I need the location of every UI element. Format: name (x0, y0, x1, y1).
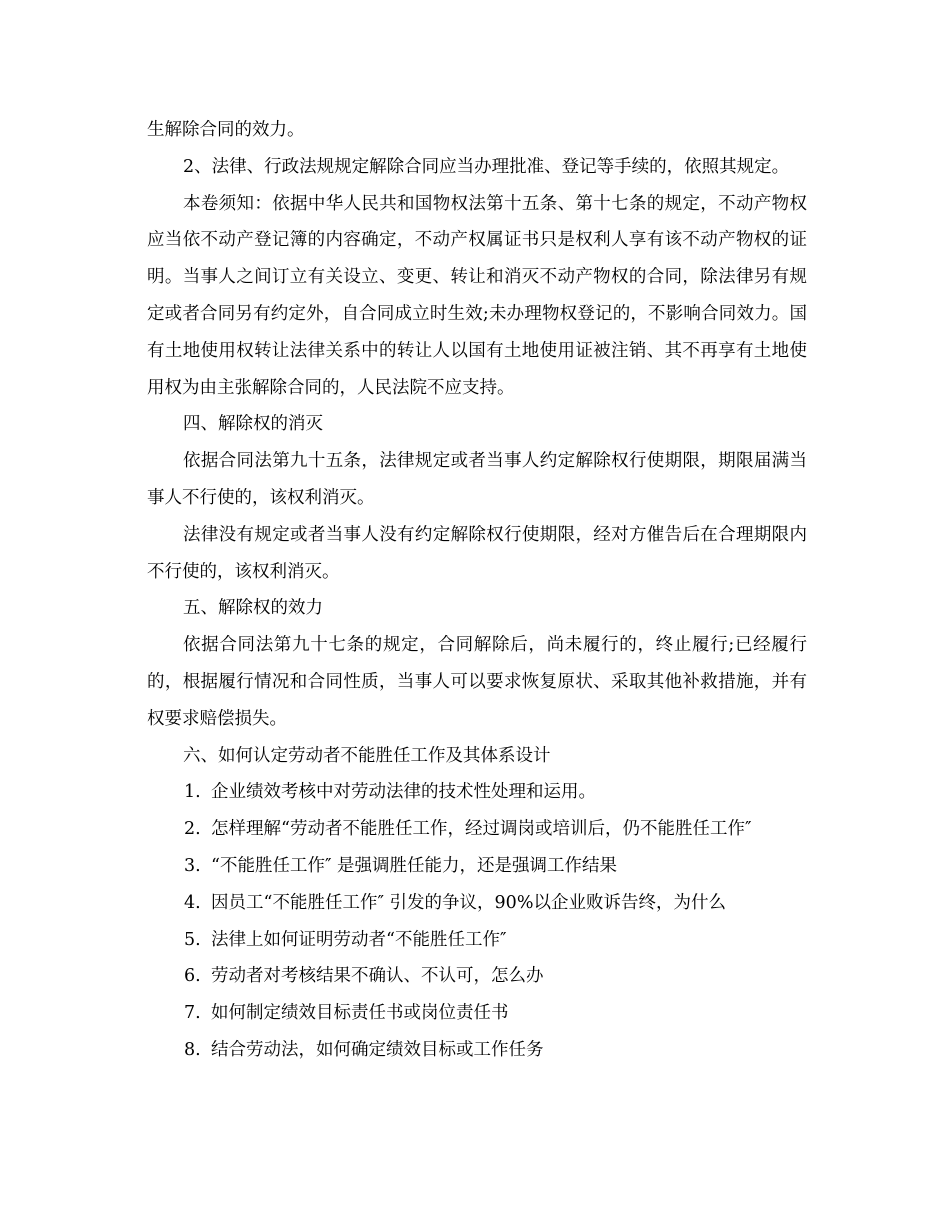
list-item (184, 958, 807, 995)
list-number: 1. (184, 782, 201, 803)
list-item (184, 922, 807, 959)
list-number: 6. (184, 966, 201, 987)
list-text: 劳动者对考核结果不确认、不认可，怎么办 (211, 966, 544, 987)
list-number: 5. (184, 929, 201, 950)
list-text: 结合劳动法，如何确定绩效目标或工作任务 (211, 1039, 544, 1060)
document-page (147, 112, 807, 1069)
list-text: 如何制定绩效目标责任书或岗位责任书 (211, 1003, 509, 1024)
paragraph-article-95: 依据合同法第九十五条，法律规定或者当事人约定解除权行使期限，期限届满当事人不行使的，该权利消灭。 (147, 451, 807, 508)
list-item (184, 774, 807, 811)
list-text: “不能胜任工作″ 是强调胜任能力，还是强调工作结果 (211, 855, 618, 876)
heading-section-5: 五、解除权的效力 (183, 598, 323, 619)
list-number: 2. (184, 819, 201, 840)
list-number: 3. (184, 855, 201, 876)
paragraph-no-term: 法律没有规定或者当事人没有约定解除权行使期限，经对方催告后在合理期限内不行使的，该权利消灭。 (147, 524, 807, 582)
paragraph-procedure: 2、法律、行政法规规定解除合同应当办理批准、登记等手续的，依照其规定。 (183, 156, 790, 177)
list-text: 法律上如何证明劳动者“不能胜任工作″ (211, 929, 507, 950)
paragraph-notice: 本卷须知：依据中华人民共和国物权法第十五条、第十七条的规定，不动产物权应当依不动产登记簿的内容确定，不动产权属证书只是权利人享有该不动产物权的证明。当事人之间订立有关设立、变更、转让和消灭不动产物权的合同，除法律另有规定或者合同另有约定外，自合同成立时生效;未办理物权登记的，不影响合同效力。国有土地使用权转让法律关系中的转让人以国有土地使用证被注销、其不再享有土地使用权为由主张解除合同的，人民法院不应支持。 (147, 193, 807, 398)
list-text: 因员工“不能胜任工作″ 引发的争议，90%以企业败诉告终，为什么 (211, 892, 726, 913)
list-text: 企业绩效考核中对劳动法律的技术性处理和运用。 (211, 782, 596, 803)
list-item (184, 995, 807, 1032)
numbered-list (147, 774, 807, 1068)
list-text: 怎样理解“劳动者不能胜任工作，经过调岗或培训后，仍不能胜任工作″ (211, 819, 752, 840)
paragraph-continuation: 生解除合同的效力。 (147, 120, 305, 140)
paragraph-article-97: 依据合同法第九十七条的规定，合同解除后，尚未履行的，终止履行;已经履行的，根据履行情况和合同性质，当事人可以要求恢复原状、采取其他补救措施，并有权要求赔偿损失。 (147, 635, 807, 729)
list-item (184, 1032, 807, 1069)
list-number: 7. (184, 1003, 201, 1024)
heading-section-4: 四、解除权的消灭 (183, 414, 323, 435)
list-item (184, 885, 807, 922)
list-item (184, 848, 807, 885)
list-item (184, 811, 807, 848)
list-number: 4. (184, 892, 201, 913)
heading-section-6: 六、如何认定劳动者不能胜任工作及其体系设计 (183, 745, 551, 766)
list-number: 8. (184, 1039, 201, 1060)
